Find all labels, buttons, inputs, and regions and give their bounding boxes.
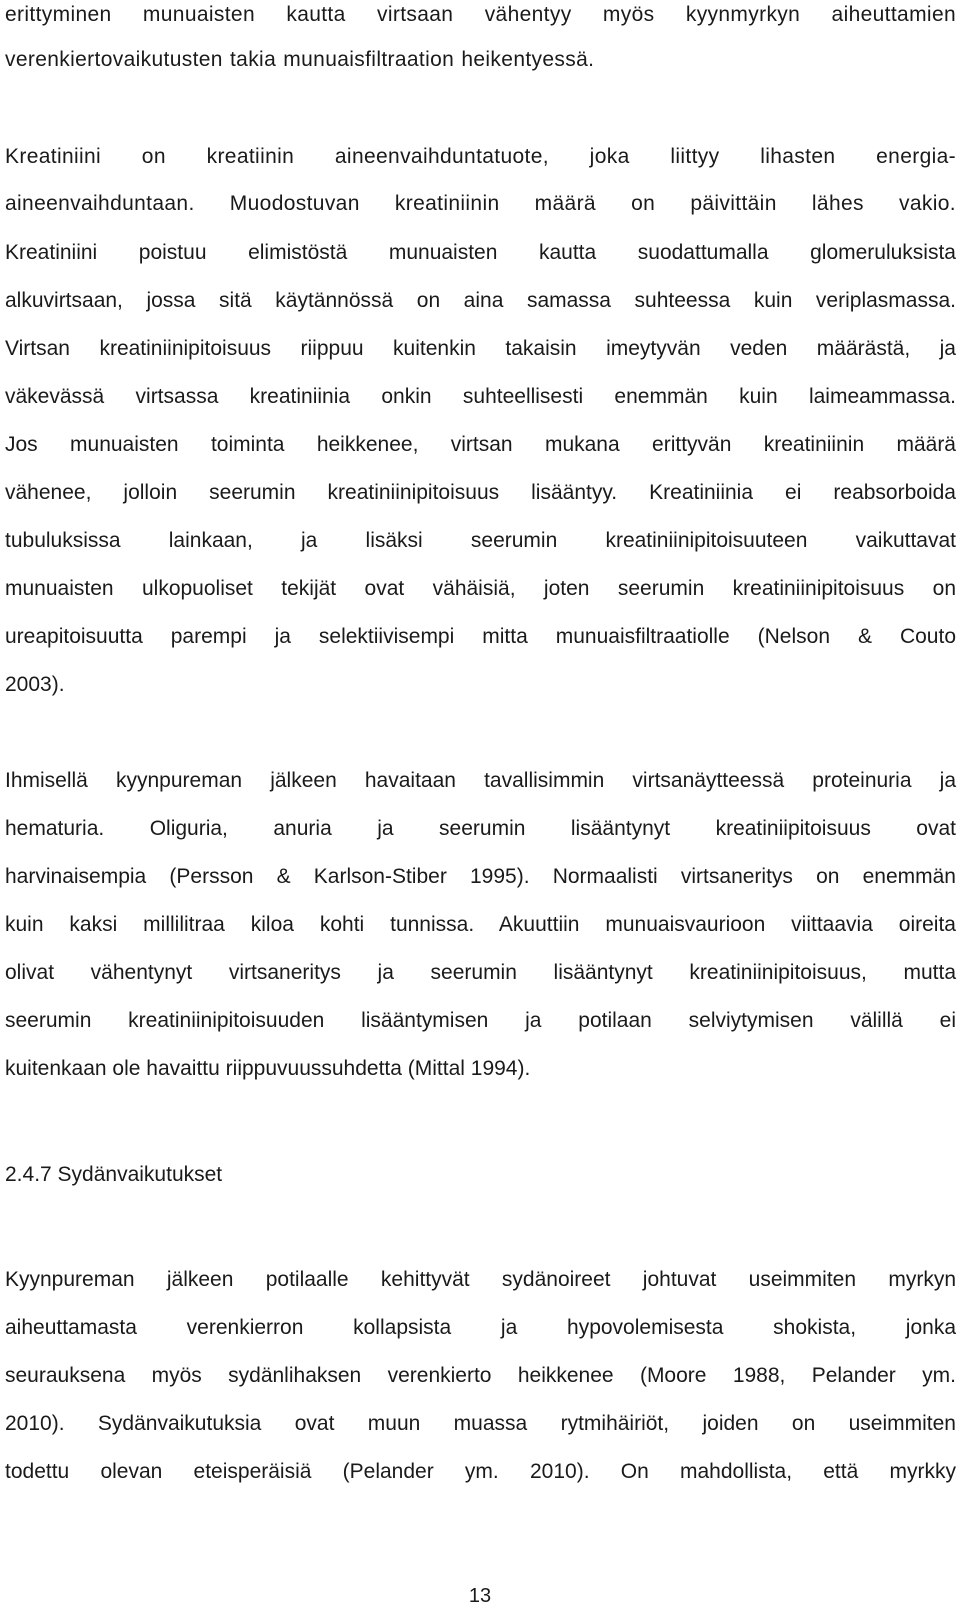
text-line: Kyynpureman jälkeen potilaalle kehittyvät sydänoireet johtuvat useimmiten myrkyn (5, 1268, 956, 1291)
text-line: seerumin kreatiniinipitoisuuden lisääntymisen ja potilaan selviytymisen välillä ei (5, 1009, 956, 1032)
text-line: Ihmisellä kyynpureman jälkeen havaitaan tavallisimmin virtsanäytteessä proteinuria ja (5, 769, 956, 792)
text-line: Jos munuaisten toiminta heikkenee, virtsan mukana erittyvän kreatiniinin määrä (5, 433, 956, 456)
text-line: aiheuttamasta verenkierron kollapsista ja hypovolemisesta shokista, jonka (5, 1316, 956, 1339)
text-line: hematuria. Oliguria, anuria ja seerumin lisääntynyt kreatiniipitoisuus ovat (5, 817, 956, 840)
text-line: Kreatiniini poistuu elimistöstä munuaisten kautta suodattumalla glomeruluksista (5, 241, 956, 264)
text-line: erittyminen munuaisten kautta virtsaan vähentyy myös kyynmyrkyn aiheuttamien (5, 3, 956, 26)
text-line: tubuluksissa lainkaan, ja lisäksi seerumin kreatiniinipitoisuuteen vaikuttavat (5, 529, 956, 552)
text-line: kuin kaksi millilitraa kiloa kohti tunnissa. Akuuttiin munuaisvaurioon viittaavia oireita (5, 913, 956, 936)
text-line: alkuvirtsaan, jossa sitä käytännössä on aina samassa suhteessa kuin veriplasmassa. (5, 289, 956, 312)
text-line: Virtsan kreatiniinipitoisuus riippuu kuitenkin takaisin imeytyvän veden määrästä, ja (5, 337, 956, 360)
text-line: todettu olevan eteisperäisiä (Pelander ym. 2010). On mahdollista, että myrkky (5, 1460, 956, 1483)
text-line: 2003). (5, 673, 65, 696)
text-line: 2010). Sydänvaikutuksia ovat muun muassa rytmihäiriöt, joiden on useimmiten (5, 1412, 956, 1435)
text-line: seurauksena myös sydänlihaksen verenkierto heikkenee (Moore 1988, Pelander ym. (5, 1364, 956, 1387)
text-line: väkevässä virtsassa kreatiniinia onkin suhteellisesti enemmän kuin laimeammassa. (5, 385, 956, 408)
text-line: Kreatiniini on kreatiinin aineenvaihduntatuote, joka liittyy lihasten energia- (5, 145, 956, 168)
text-line: munuaisten ulkopuoliset tekijät ovat vähäisiä, joten seerumin kreatiniinipitoisuus on (5, 577, 956, 600)
section-heading: 2.4.7 Sydänvaikutukset (5, 1163, 223, 1186)
text-line: harvinaisempia (Persson & Karlson-Stiber 1995). Normaalisti virtsaneritys on enemmän (5, 865, 956, 888)
text-line: kuitenkaan ole havaittu riippuvuussuhdetta (Mittal 1994). (5, 1057, 531, 1080)
text-line: vähenee, jolloin seerumin kreatiniinipitoisuus lisääntyy. Kreatiniinia ei reabsorboida (5, 481, 956, 504)
text-line: olivat vähentynyt virtsaneritys ja seerumin lisääntynyt kreatiniinipitoisuus, mutta (5, 961, 956, 984)
page-number: 13 (468, 1585, 492, 1607)
text-line: verenkiertovaikutusten takia munuaisfiltraation heikentyessä. (5, 48, 595, 71)
text-line: aineenvaihduntaan. Muodostuvan kreatiniinin määrä on päivittäin lähes vakio. (5, 192, 956, 215)
text-line: ureapitoisuutta parempi ja selektiivisempi mitta munuaisfiltraatiolle (Nelson & Couto (5, 625, 956, 648)
